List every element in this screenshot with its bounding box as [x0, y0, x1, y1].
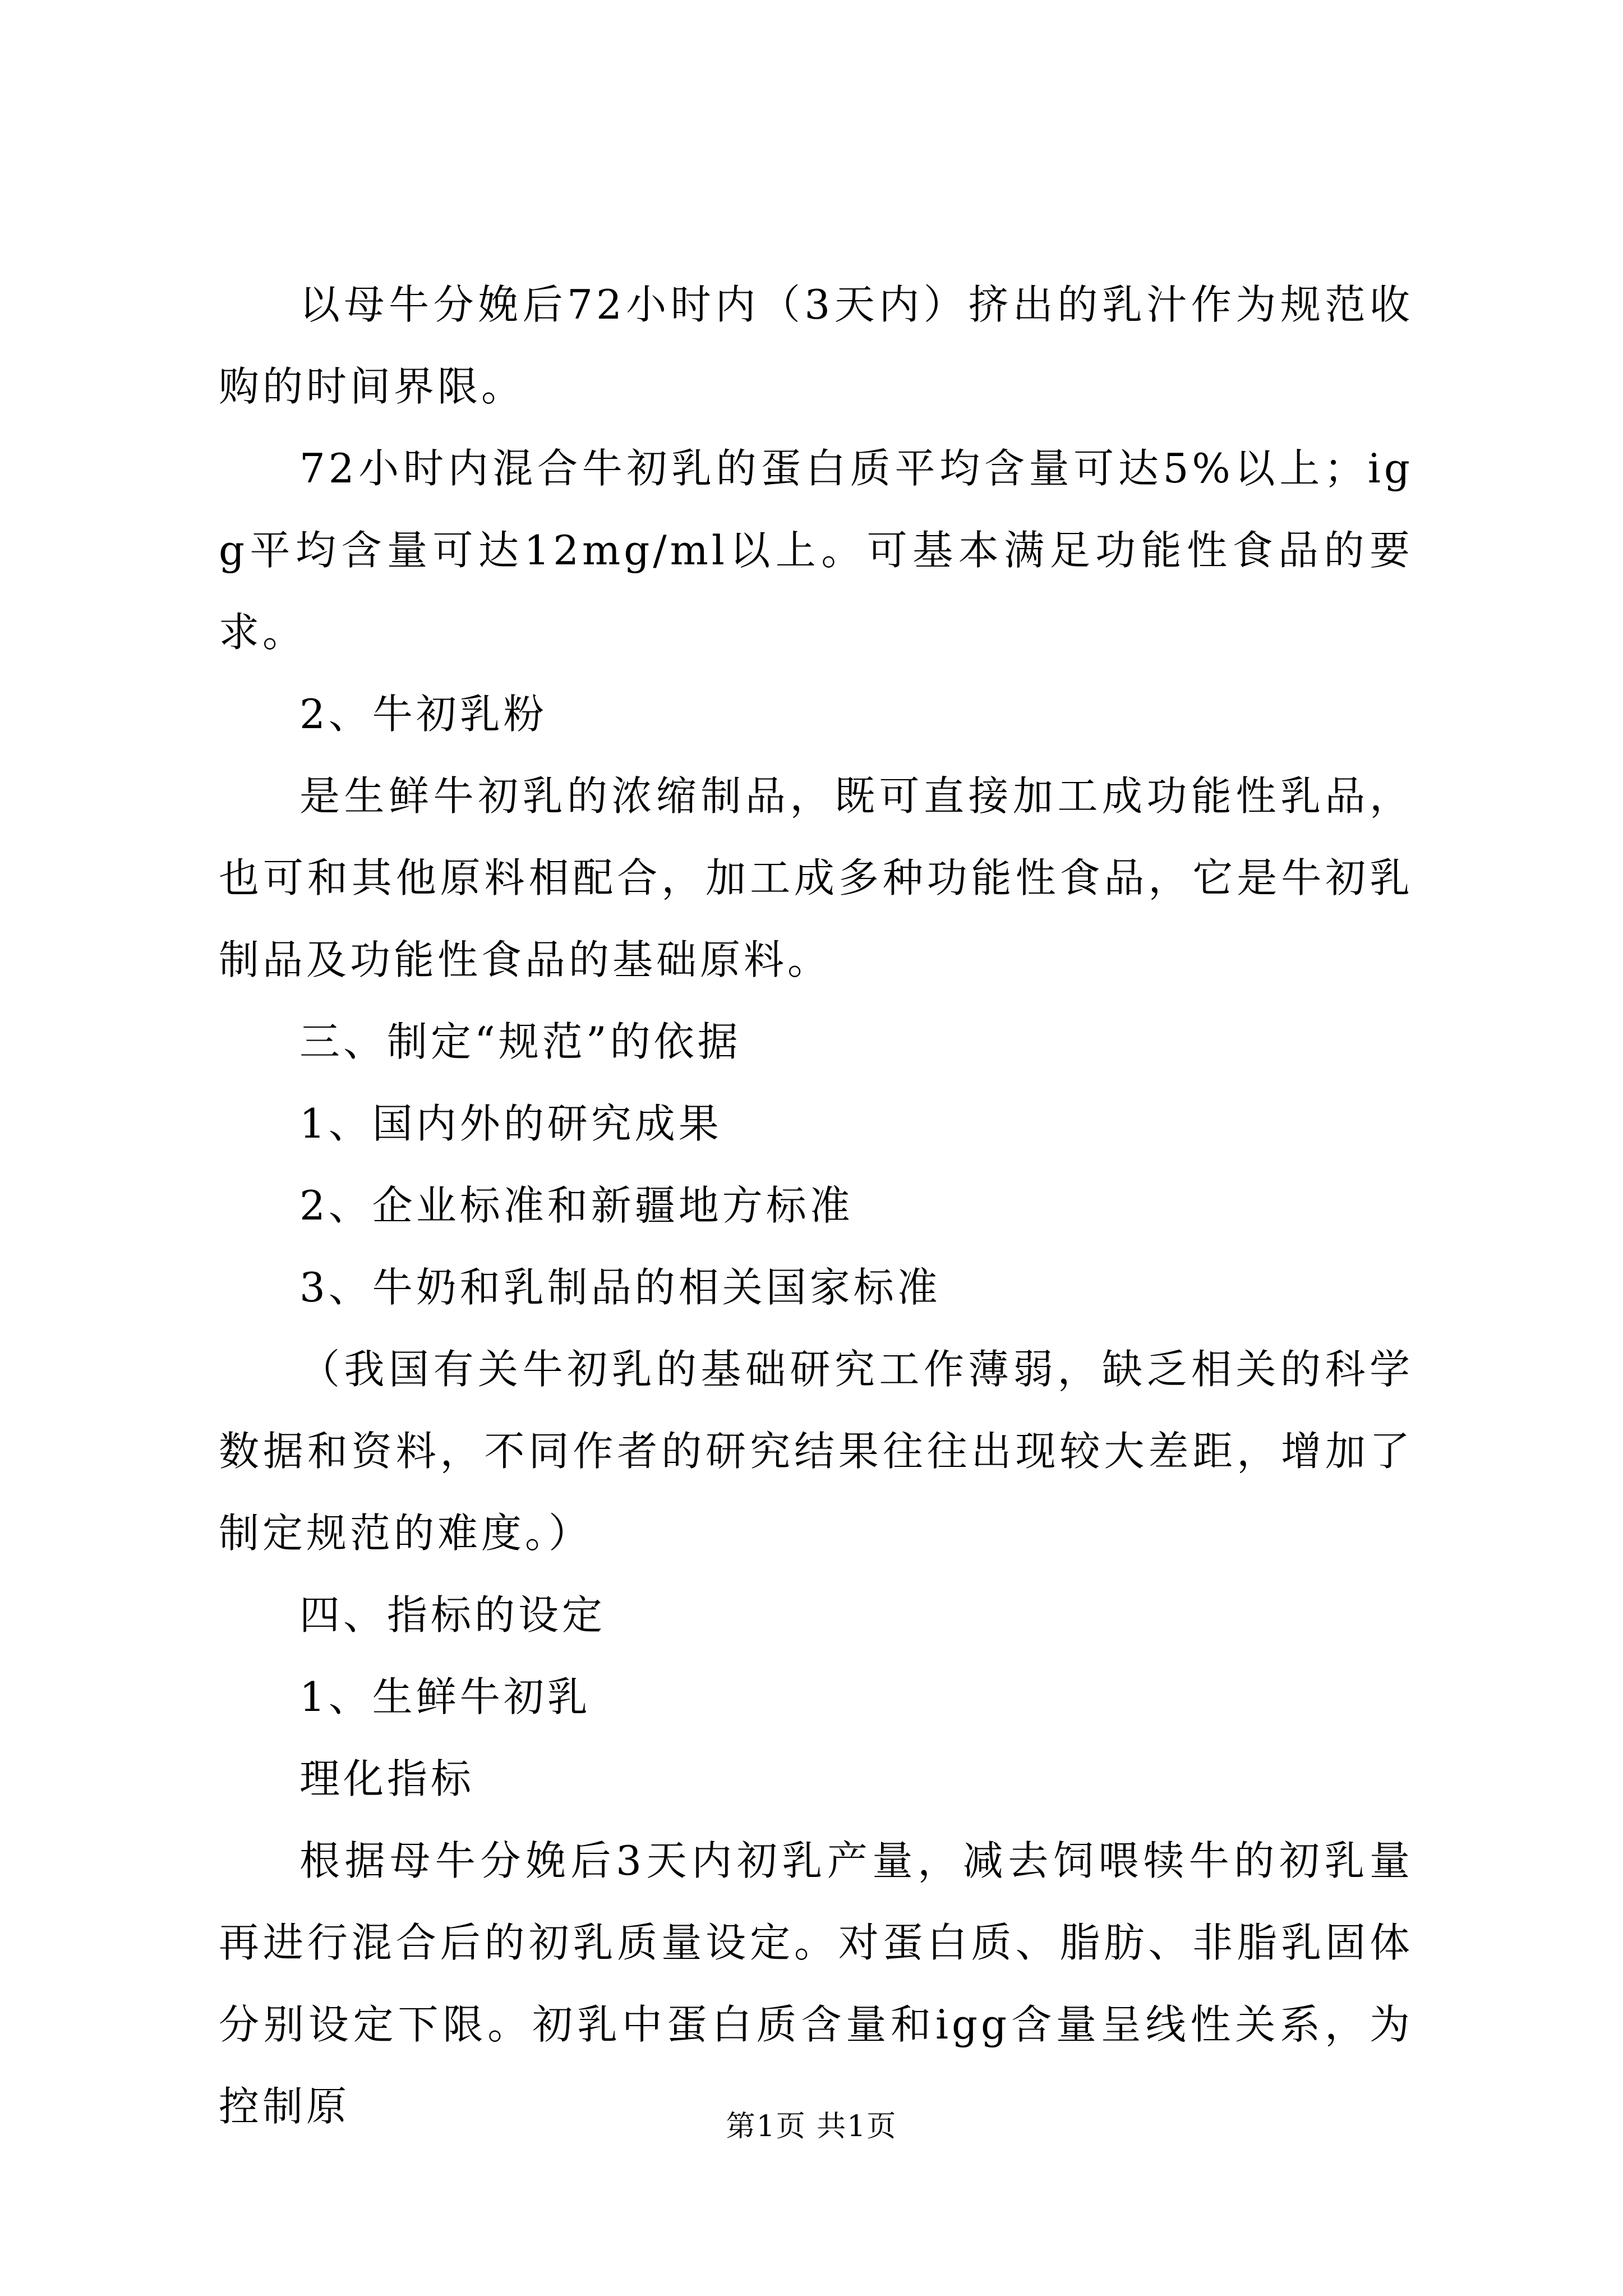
page-footer: 第1页 共1页	[726, 2110, 897, 2143]
paragraph-colostrum-powder-description: 是生鲜牛初乳的浓缩制品，既可直接加工成功能性乳品，也可和其他原料相配合，加工成多种功能性食品，它是牛初乳制品及功能性食品的基础原料。	[219, 772, 1413, 983]
paragraph-indicator-details: 根据母牛分娩后3天内初乳产量，减去饲喂犊牛的初乳量再进行混合后的初乳质量设定。对蛋白质、脂肪、非脂乳固体分别设定下限。初乳中蛋白质含量和igg含量呈线性关系，为控制原	[219, 1837, 1413, 2130]
paragraph-protein-content: 72小时内混合牛初乳的蛋白质平均含量可达5%以上；igg平均含量可达12mg/ml以上。可基本满足功能性食品的要求。	[219, 445, 1413, 656]
heading-physicochemical-indicators: 理化指标	[299, 1755, 475, 1802]
list-item-research-results: 1、国内外的研究成果	[299, 1100, 722, 1147]
heading-fresh-colostrum: 1、生鲜牛初乳	[299, 1673, 591, 1720]
paragraph-research-note: （我国有关牛初乳的基础研究工作薄弱，缺乏相关的科学数据和资料，不同作者的研究结果往往出现较大差距，增加了制定规范的难度。）	[219, 1346, 1413, 1557]
list-item-national-standards: 3、牛奶和乳制品的相关国家标准	[299, 1264, 941, 1311]
list-item-enterprise-standards: 2、企业标准和新疆地方标准	[299, 1182, 854, 1229]
paragraph-colostrum-time-limit: 以母牛分娩后72小时内（3天内）挤出的乳汁作为规范收购的时间界限。	[219, 281, 1413, 410]
heading-indicator-setting: 四、指标的设定	[299, 1591, 606, 1639]
heading-colostrum-powder: 2、牛初乳粉	[299, 691, 547, 738]
heading-basis-of-standard: 三、制定“规范”的依据	[299, 1018, 741, 1065]
document-body	[219, 264, 1413, 2147]
